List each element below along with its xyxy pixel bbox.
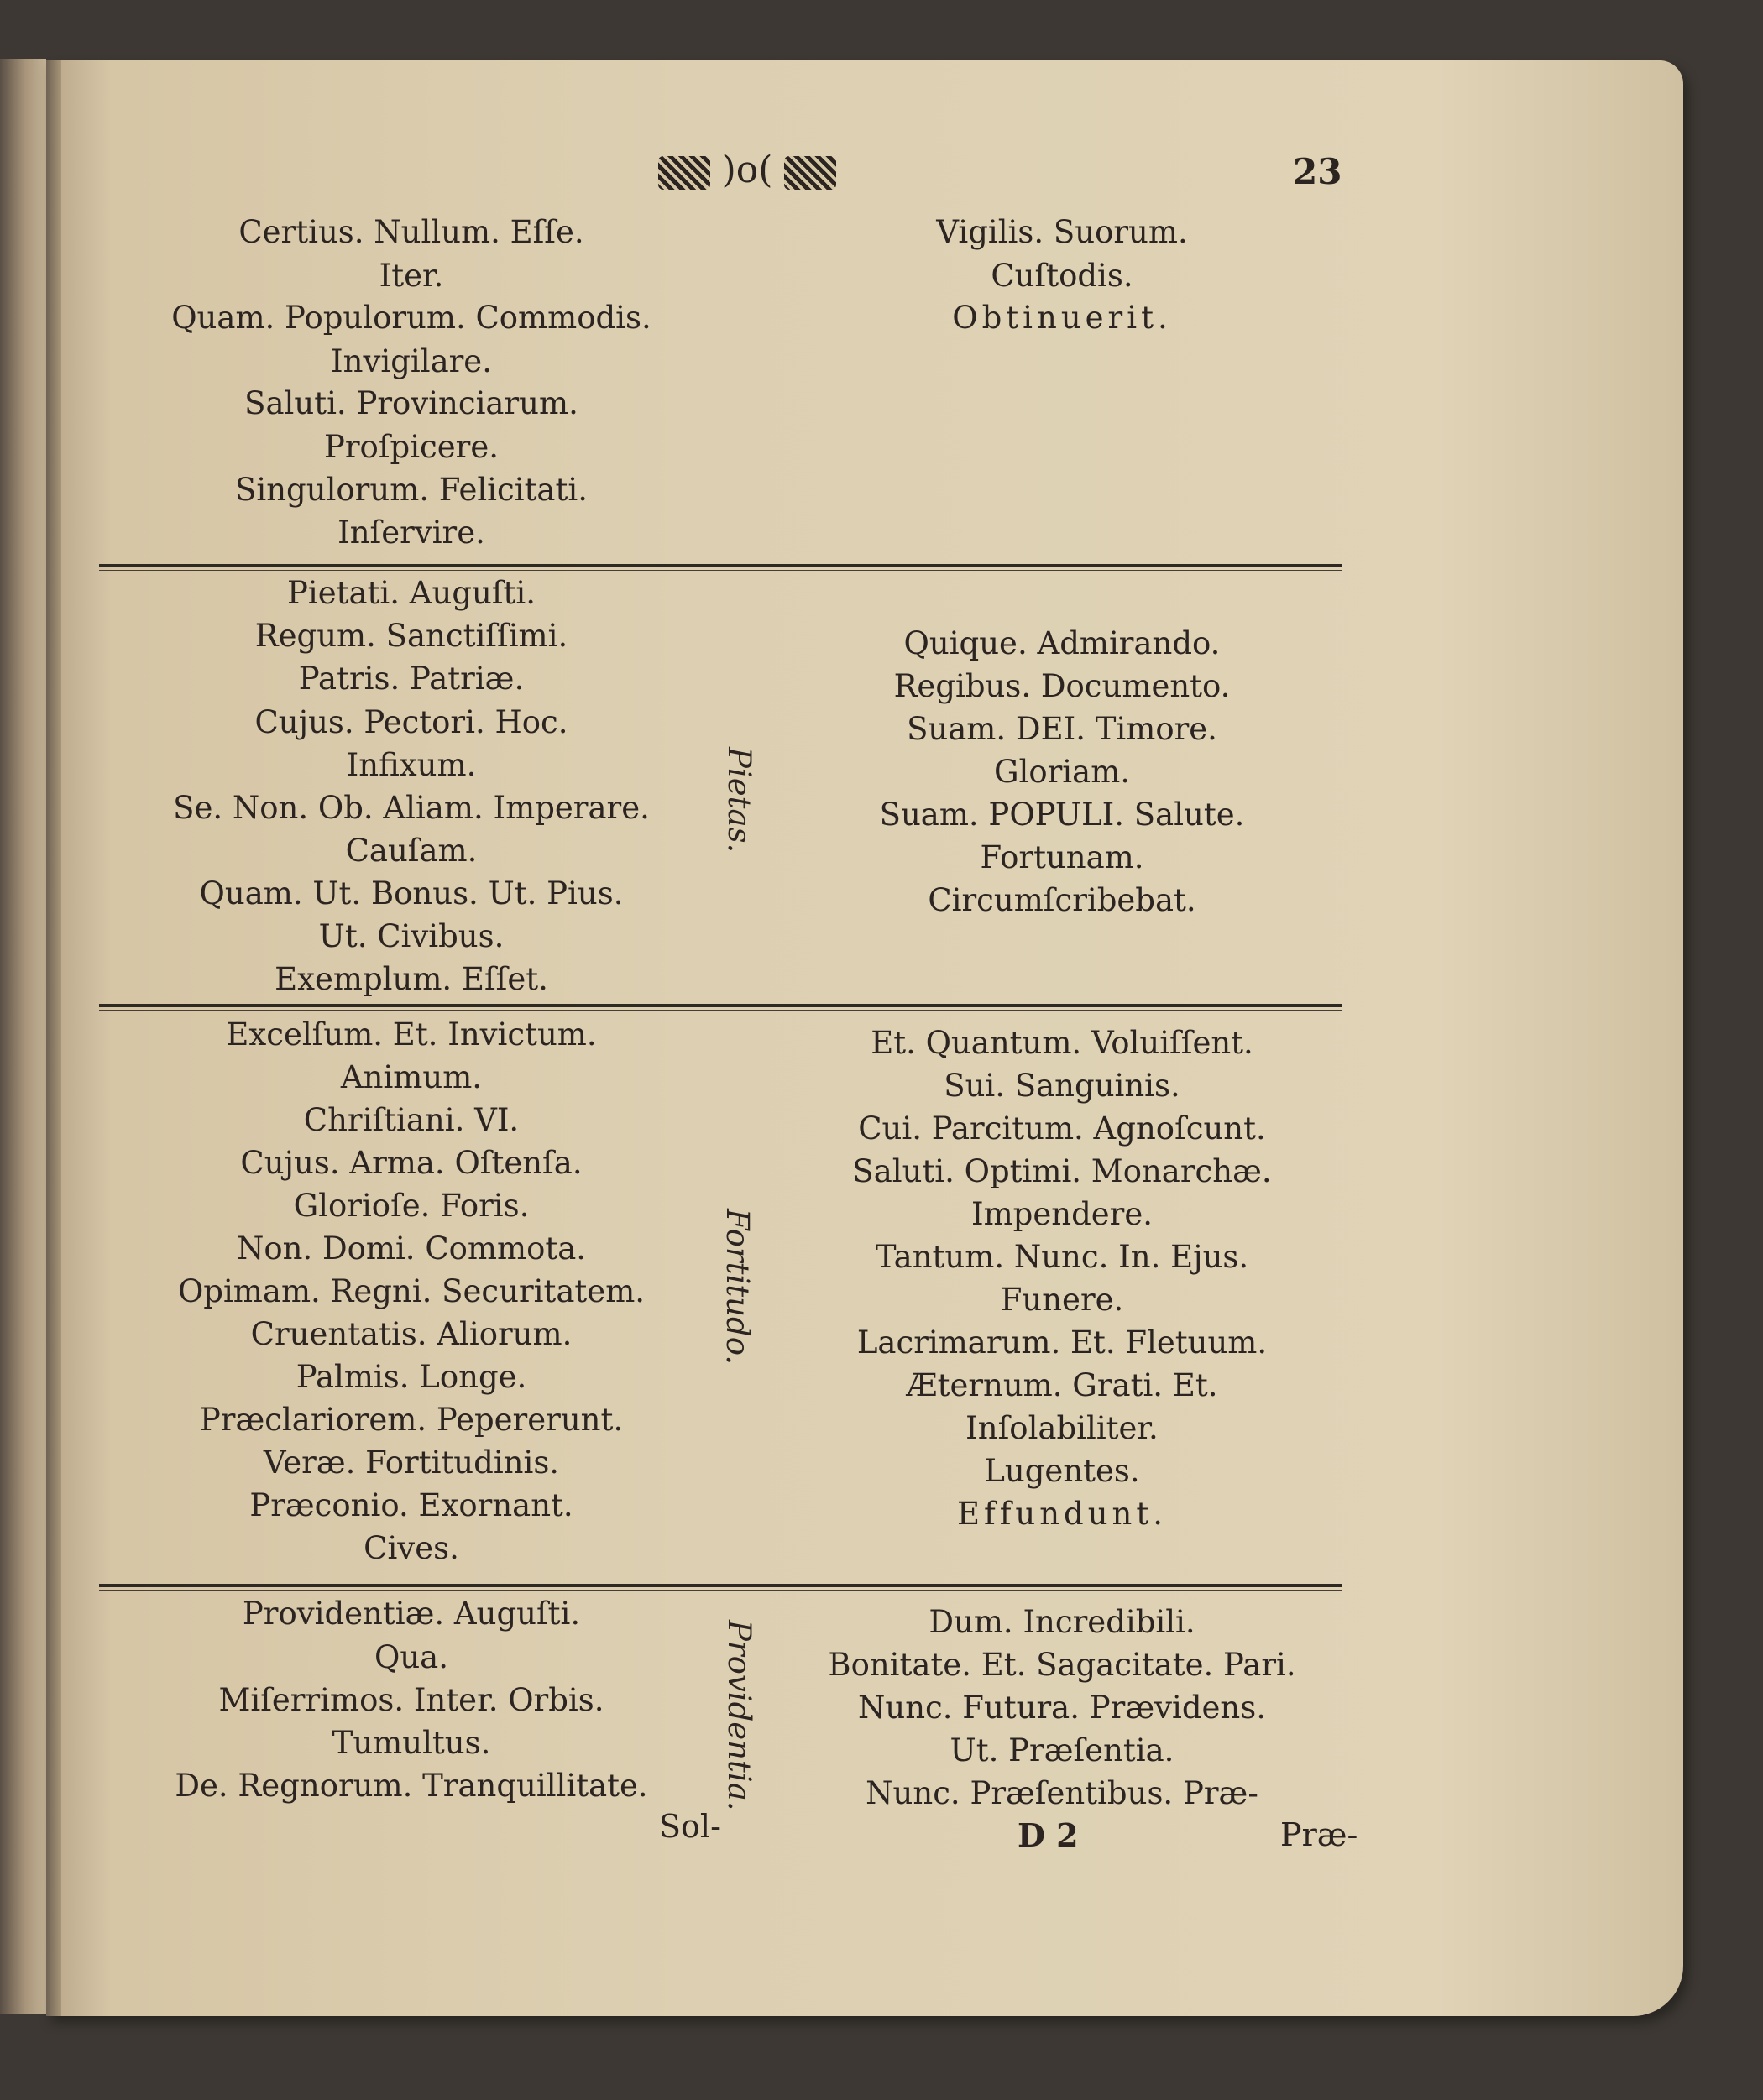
text-line: Regibus. Documento. — [893, 668, 1231, 704]
text-line: Patris. Patriæ. — [298, 661, 525, 697]
text-line: Cui. Parcitum. Agnoſcunt. — [858, 1110, 1266, 1147]
text-line: Cives. — [364, 1530, 459, 1566]
text-line: Cruentatis. Aliorum. — [250, 1316, 573, 1352]
text-line: Cuſtodis. — [991, 258, 1133, 294]
text-line: Animum. — [340, 1059, 483, 1095]
text-line: Opimam. Regni. Securitatem. — [177, 1273, 646, 1309]
text-line: Inſolabiliter. — [965, 1410, 1159, 1446]
previous-page-edge — [0, 59, 46, 2014]
text-line: Sui. Sanguinis. — [944, 1068, 1180, 1104]
side-label-fortitudo: Fortitudo. — [719, 1209, 756, 1366]
text-line: Et. Quantum. Voluiſſent. — [871, 1025, 1253, 1061]
text-line: De. Regnorum. Tranquillitate. — [175, 1768, 648, 1804]
book-gutter — [46, 60, 61, 2016]
ornament-icon — [784, 156, 836, 190]
running-title: )o( — [721, 149, 773, 191]
text-line: Exemplum. Eſſet. — [275, 961, 548, 997]
text-line: Impendere. — [970, 1196, 1154, 1232]
text-line: Regum. Sanctiſſimi. — [254, 618, 568, 654]
text-line: Suam. DEI. Timore. — [907, 711, 1217, 747]
text-line: Palmis. Longe. — [296, 1359, 527, 1395]
text-line: Saluti. Optimi. Monarchæ. — [852, 1153, 1272, 1189]
text-line: Quam. Populorum. Commodis. — [171, 300, 651, 336]
text-line: Glorioſe. Foris. — [293, 1188, 530, 1224]
text-line: Cauſam. — [345, 833, 478, 869]
text-line: Vigilis. Suorum. — [936, 214, 1188, 250]
section-rule — [99, 1004, 1342, 1007]
text-line: Æternum. Grati. Et. — [906, 1367, 1218, 1403]
catchword-right: Præ- — [1280, 1816, 1358, 1853]
section-rule-thin — [99, 570, 1342, 571]
text-line: Obtinuerit. — [952, 300, 1172, 336]
section-rule — [99, 1584, 1342, 1587]
text-line: Pietati. Auguſti. — [287, 575, 536, 611]
text-line: Quique. Admirando. — [903, 625, 1221, 661]
text-line: Se. Non. Ob. Aliam. Imperare. — [173, 790, 650, 826]
text-line: Cujus. Arma. Oſtenſa. — [240, 1145, 583, 1181]
text-line: Invigilare. — [331, 343, 492, 379]
text-line: Excelſum. Et. Invictum. — [226, 1016, 597, 1053]
text-line: Bonitate. Et. Sagacitate. Pari. — [828, 1647, 1296, 1683]
text-line: Qua. — [374, 1639, 448, 1675]
side-label-pietas: Pietas. — [721, 747, 757, 854]
side-label-providentia: Providentia. — [721, 1620, 757, 1811]
text-line: Præconio. Exornant. — [249, 1487, 573, 1523]
text-line: Singulorum. Felicitati. — [235, 472, 588, 508]
text-line: Suam. POPULI. Salute. — [879, 797, 1245, 833]
text-line: Tumultus. — [332, 1725, 491, 1761]
text-line: Infixum. — [346, 747, 477, 783]
text-line: Dum. Incredibili. — [929, 1604, 1195, 1640]
text-line: Providentiæ. Auguſti. — [242, 1596, 581, 1632]
ornament-icon — [658, 156, 710, 190]
text-line: Ut. Civibus. — [318, 918, 505, 954]
text-line: Nunc. Futura. Prævidens. — [857, 1690, 1267, 1726]
text-line: Gloriam. — [993, 754, 1131, 790]
text-line: Lacrimarum. Et. Fletuum. — [856, 1324, 1268, 1361]
text-line: Lugentes. — [984, 1453, 1140, 1489]
text-line: Veræ. Fortitudinis. — [263, 1444, 560, 1481]
text-line: Ut. Præſentia. — [950, 1732, 1174, 1768]
text-line: Inſervire. — [337, 515, 485, 551]
catchword-left: Sol- — [659, 1808, 721, 1845]
text-line: Iter. — [379, 258, 444, 294]
text-line: Effundunt. — [956, 1496, 1168, 1532]
text-line: Certius. Nullum. Eſſe. — [238, 214, 584, 250]
text-line: Chriſtiani. VI. — [303, 1102, 520, 1138]
text-line: Tantum. Nunc. In. Ejus. — [875, 1239, 1249, 1275]
text-line: Nunc. Præſentibus. Præ- — [866, 1775, 1258, 1811]
text-line: Fortunam. — [980, 839, 1144, 875]
text-line: Circumſcribebat. — [928, 882, 1196, 918]
running-header — [588, 149, 907, 191]
text-line: Cujus. Pectori. Hoc. — [254, 704, 568, 740]
text-line: Non. Domi. Commota. — [236, 1230, 587, 1267]
text-line: Saluti. Provinciarum. — [244, 385, 578, 421]
text-line: Quam. Ut. Bonus. Ut. Pius. — [199, 875, 624, 912]
text-line: Miſerrimos. Inter. Orbis. — [218, 1682, 604, 1718]
section-rule-thin — [99, 1590, 1342, 1591]
text-line: Proſpicere. — [323, 429, 500, 465]
signature-mark: D 2 — [1018, 1816, 1079, 1854]
section-rule — [99, 564, 1342, 567]
text-line: Præclariorem. Pepererunt. — [199, 1402, 624, 1438]
page-number: 23 — [1293, 151, 1342, 192]
text-line: Funere. — [1000, 1282, 1124, 1318]
section-rule-thin — [99, 1010, 1342, 1011]
